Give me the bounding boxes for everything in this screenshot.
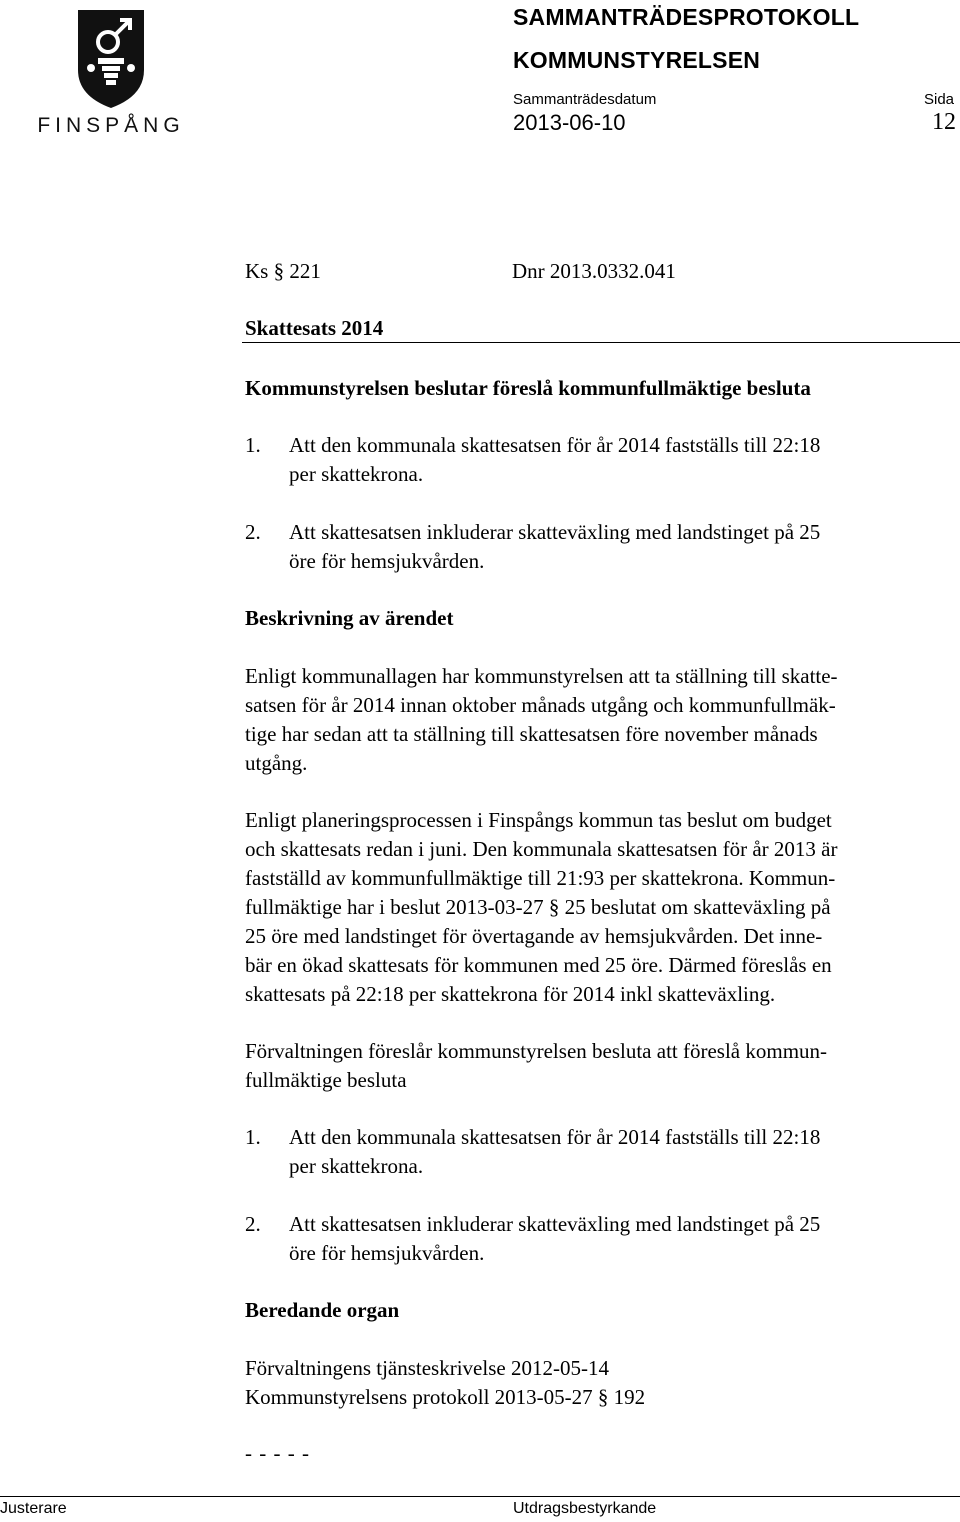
description-paragraph: Enligt kommunallagen har kommunstyrelsen att ta ställning till skatte- satsen för år 2014 innan oktober månads utgång och kommunfullmäk- tige har sedan att ta ställning till skattesatsen före november månads utgång. xyxy=(245,664,838,775)
description-paragraph: Förvaltningen föreslår kommunstyrelsen besluta att föreslå kommun- fullmäktige besluta xyxy=(245,1039,828,1092)
case-number: Ks § 221 xyxy=(245,259,321,283)
page-number: 12 xyxy=(932,109,956,135)
document-title: SAMMANTRÄDESPROTOKOLL xyxy=(513,4,860,30)
page-label: Sida xyxy=(924,91,955,108)
registry-number: Dnr 2013.0332.041 xyxy=(512,259,676,283)
meeting-date-value: 2013-06-10 xyxy=(513,110,626,135)
decision-item-number: 1. xyxy=(245,433,261,457)
decision-heading: Kommunstyrelsen beslutar föreslå kommunfullmäktige besluta xyxy=(245,376,811,400)
decision-item-text: Att den kommunala skattesatsen för år 2014 fastställs till 22:18 per skattekrona. xyxy=(289,433,821,486)
preparing-body-heading: Beredande organ xyxy=(245,1298,400,1322)
document-subtitle: KOMMUNSTYRELSEN xyxy=(513,47,761,73)
description-heading: Beskrivning av ärendet xyxy=(245,606,454,630)
subject-divider xyxy=(242,342,960,343)
proposal-item-text: Att den kommunala skattesatsen för år 2014 fastställs till 22:18 per skattekrona. xyxy=(289,1125,821,1178)
logo-wordmark: FINSPÅNG xyxy=(37,114,185,137)
meeting-date-label: Sammanträdesdatum xyxy=(513,91,657,108)
description-paragraph: Enligt planeringsprocessen i Finspångs kommun tas beslut om budget och skattesats redan i juni. Den kommunala skattesatsen för år 2013 är fastställd av kommunfullmäktige till 21:93 per skattekrona. Kommun- fullmäktige har i beslut 2013-03-27 § 25 beslutat om skatteväxling på 25 öre med landstinget för övertagande av hemsjukvården. Det inne- bär en ökad skattesats för kommunen med 25 öre. Därmed föreslås en skattesats på 22:18 per skattekrona för 2014 inkl skatteväxling. xyxy=(245,808,838,1006)
decision-item-number: 2. xyxy=(245,520,261,544)
footer-certification-label: Utdragsbestyrkande xyxy=(513,1500,657,1517)
case-subject: Skattesats 2014 xyxy=(245,316,384,340)
proposal-item-number: 1. xyxy=(245,1125,261,1149)
finspang-coat-of-arms-logo xyxy=(36,8,186,138)
end-marker: - - - - - xyxy=(245,1441,310,1465)
proposal-item-number: 2. xyxy=(245,1212,261,1236)
footer-divider xyxy=(0,1496,960,1497)
preparing-documents: Förvaltningens tjänsteskrivelse 2012-05-14 Kommunstyrelsens protokoll 2013-05-27 § 192 xyxy=(245,1356,646,1409)
proposal-item-text: Att skattesatsen inkluderar skatteväxling med landstinget på 25 öre för hemsjukvården. xyxy=(289,1212,821,1265)
footer-adjuster-label: Justerare xyxy=(0,1500,67,1517)
decision-item-text: Att skattesatsen inkluderar skatteväxling med landstinget på 25 öre för hemsjukvården. xyxy=(289,520,821,573)
